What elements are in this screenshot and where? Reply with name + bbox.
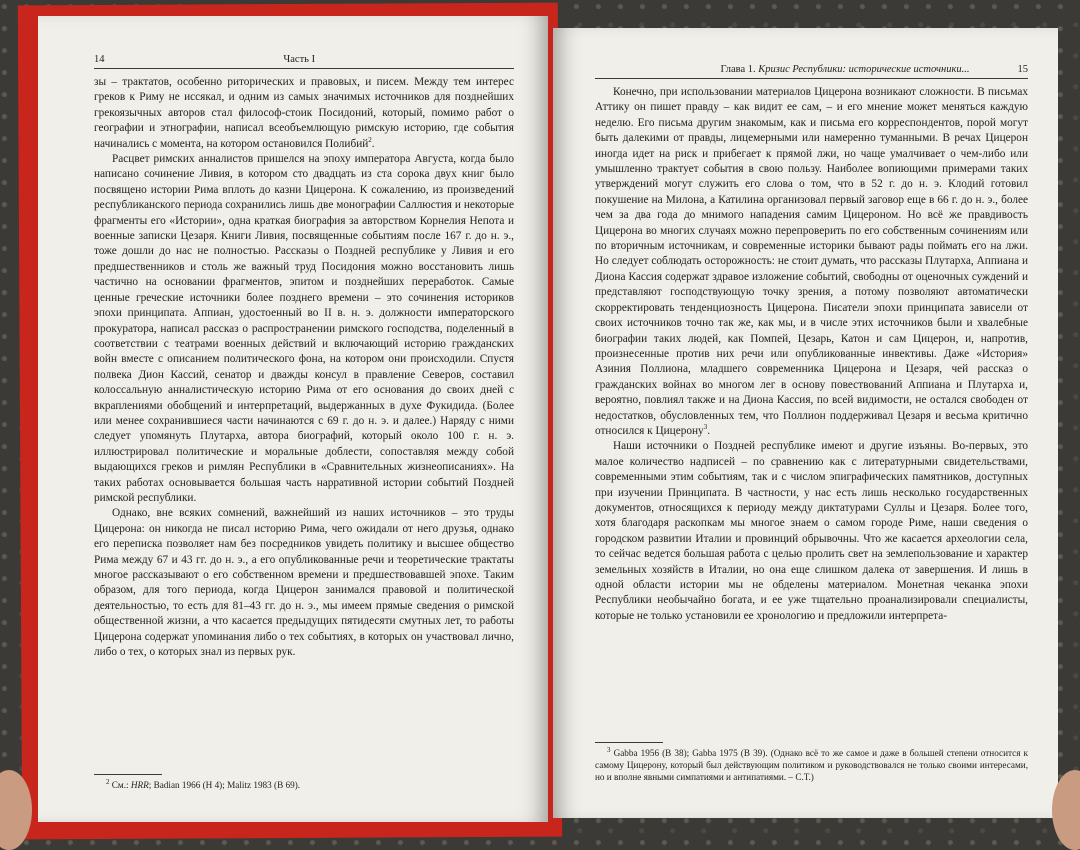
right-body-text — [595, 85, 1028, 624]
left-running-title: Часть I — [283, 54, 316, 65]
right-footnote: $^3$ Gabba 1956 (B 38); Gabba 1975 (B 39). (Однако всё то же самое и даже в большей степени относится к самому Цицерону, который был действующим политиком и руководствовался не только своими интересами, но и вполне явными симпатиями и антипатиями. – С.Т.) — [595, 745, 1028, 783]
left-running-head — [94, 54, 514, 69]
left-paragraph: Расцвет римских анналистов пришелся на эпоху императора Августа, когда было написано сочинение Ливия, в котором сто двадцать из ста сорока двух книг было посвящено истории Рима вплоть до казни Цицерона. К сожалению, из произведений республиканского периода сохранились лишь две монографии Саллюстия и некоторые фрагменты его «Истории», одна краткая биография за авторством Корнелия Непота и военные записки Цезаря. Книги Ливия, посвященные событиям после 167 г. до н. э., тоже дошли до нас не полностью. Рассказы о Поздней республике у Ливия и его предшественников и столь же важный труд Посидония можно восстановить лишь частично на основании фрагментов, эпитом и позднейших переработок. Самые ценные греческие источники более позднего времени – это сочинения историков эпохи принципата. Аппиан, удостоенный во II в. н. э. должности императорского прокуратора, написал рассказ о распространении римского господства, поделенный в соответствии с театрами военных действий и включающий историю гражданских войн вместе с описанием политического фона, на котором они происходили. Спустя полвека Дион Кассий, сенатор и дважды консул в правление Северов, составил колоссальную анналистическую историю Рима от его основания до своих дней с вкраплениями обобщений и интерпретаций, выдержанных в духе Фукидида. (Более или менее сохранившиеся части начинаются с 69 г. до н. э. и далее.) Наряду с ними следует упомянуть Плутарха, автора биографий, который около 100 г. н. э. иллюстрировал политические и моральные доблести, сопоставляя между собой выдающихся греков и римлян Республики в «Сравнительных жизнеописаниях». На таких работах основывается большая часть нарративной истории событий Поздней римской республики. — [94, 153, 514, 504]
left-paragraph: зы – трактатов, особенно риторических и правовых, и писем. Между тем интерес греков к Риму не иссякал, и одним из самых значимых источников для позднейших грекоязычных авторов стал философ-стоик Посидоний, который, помимо работ о географии и этнографии, написал всеобъемлющую римскую историю, где события начинались с момента, на котором остановился Полибий$^2$. — [94, 76, 514, 150]
left-page — [38, 16, 548, 822]
right-paragraph: Конечно, при использовании материалов Цицерона возникают сложности. В письмах Аттику он пишет правду – как видит ее сам, – и его мнение может меняться каждую неделю. Его письма другим знакомым, как и письма его корреспондентов, порой могут быть далекими от правды, лицемерными или намеренно туманными. В речах Цицерон иногда идет на риск и прибегает к прямой лжи, но чаще умалчивает о чем-либо или умышленно трактует события в свою пользу. Наиболее вопиющими примерами таких утверждений могут служить его слова о том, что в 52 г. до н. э. Клодий готовил покушение на Милона, а Катилина организовал первый заговор еще в 66 г. до н. э., более чем за два года до мнимого нападения самим Цицероном. Но всё же правдивость Цицерона во многих случаях можно перепроверить по его собственным сочинениям или по вторичным источникам, и современные историки бывают рады поймать его на лжи. Но следует соблюдать осторожность: не стоит думать, что рассказы Плутарха, Аппиана и Диона Кассия содержат здравое изложение событий, свободны от оценочных суждений и представляют господствующую точку зрения, а потому позволяют автоматически скорректировать тенденциозность Цицерона. Писатели эпохи принципата зависели от своих источников точно так же, как мы, и в числе этих источников были и хвалебные биографии таких людей, как Помпей, Цезарь, Катон и сам Цицерон, и, напротив, произнесенные против них речи или опубликованные инвективы. Даже «История» Азиния Поллиона, младшего современника Цицерона и Цезаря, чей рассказ о гражданских войнах во многом лег в основу повествований Аппиана и Плутарха и, вероятно, повлиял также и на Диона Кассия, по всей видимости, не остался свободен от недостатков, обусловленных тем, что Поллион поддерживал Цезаря и весьма критично относился к Цицерону$^3$. — [595, 86, 1028, 437]
right-page — [553, 28, 1058, 818]
right-running-head — [595, 64, 1028, 79]
right-running-title: Глава 1. Кризис Республики: исторические источники... — [720, 64, 970, 75]
right-footnote-block — [595, 728, 1028, 784]
left-page-number: 14 — [94, 54, 105, 65]
footnote-divider — [94, 774, 162, 775]
left-footnote: $^2$ См.: HRR; Badian 1966 (H 4); Malitz 1983 (B 69). — [106, 777, 301, 790]
right-paragraph: Наши источники о Поздней республике имеют и другие изъяны. Во-первых, это малое количество надписей – по сравнению как с литературными свидетельствами, современными этим событиям, так и с числом эпиграфических памятников, доступных при изучении Принципата. В частности, у нас есть лишь несколько государственных документов, относящихся к периоду между диктатурами Суллы и Цезаря. Более того, хотя благодаря раскопкам мы многое знаем о самом городе Риме, наши сведения о городском развитии Италии и провинций обрывочны. Что же касается археологии села, то сейчас ведется большая работа с целью пролить свет на землепользование и характер земельных хозяйств в Италии, но она еще слишком далека от завершения. И лишь в одной области истории мы не обделены материалом. Монетная чеканка эпохи Республики необычайно богата, и ее уже тщательно проанализировали специалисты, которые не только установили ее хронологию и предложили интерпрета- — [595, 440, 1028, 622]
left-footnote-block — [94, 760, 514, 791]
left-paragraph: Однако, вне всяких сомнений, важнейший из наших источников – это труды Цицерона: он никогда не писал историю Рима, чего ожидали от него друзья, однако его переписка позволяет нам без посредников увидеть политику и высшее общество Рима между 67 и 43 гг. до н. э., а его опубликованные речи и теоретические трактаты многое рассказывают о его собственном времени и предшествовавшей эпохе. Таким образом, для того периода, когда Цицерон занимался правовой и политической деятельностью, то есть для 81–43 гг. до н. э., мы имеем прямые сведения о римской общественной жизни, а что касается предыдущих пятидесяти смутных лет, то работы Цицерона содержат упоминания либо о тех событиях, в которых он участвовал лично, либо о тех, о которых знал из первых рук. — [94, 507, 514, 659]
right-page-number: 15 — [1017, 64, 1028, 75]
left-body-text — [94, 75, 514, 660]
footnote-divider — [595, 742, 663, 743]
